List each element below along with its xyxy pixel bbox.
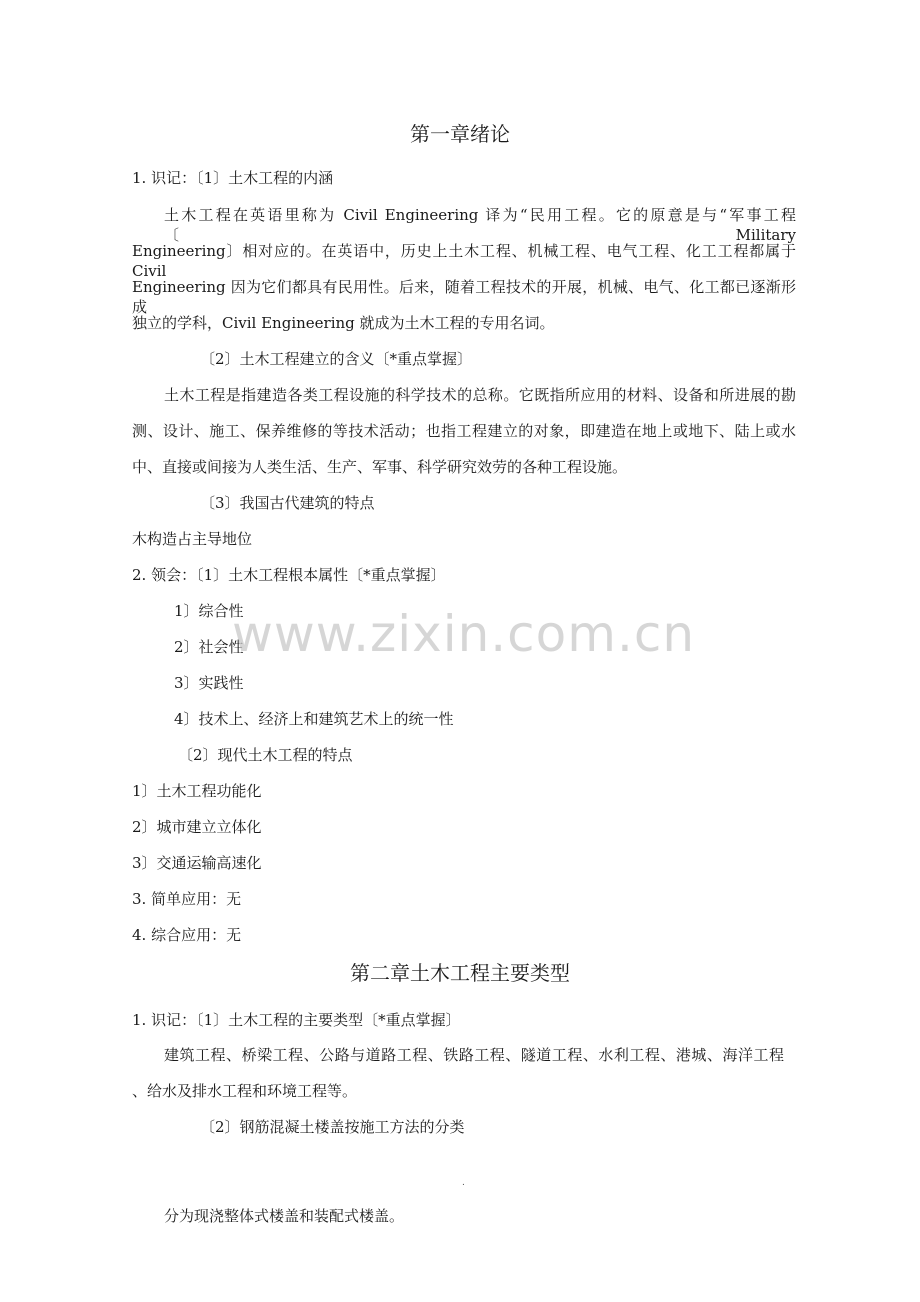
ch1-section-1-heading: 1. 识记：〔1〕土木工程的内涵 <box>132 169 334 187</box>
ch2-section-1-heading: 1. 识记：〔1〕土木工程的主要类型〔*重点掌握〕 <box>132 1011 461 1029</box>
attribute-item: 2〕社会性 <box>174 638 244 656</box>
ch1-p2-line-2: 测、设计、施工、保养维修的等技术活动；也指工程建立的对象，即建造在地上或地下、陆上或水 <box>132 422 796 440</box>
page-dot: . <box>462 1178 465 1188</box>
ch2-p2: 分为现浇整体式楼盖和装配式楼盖。 <box>164 1207 405 1225</box>
attribute-item: 1〕综合性 <box>174 602 244 620</box>
ch1-section-3: 3. 简单应用：无 <box>132 890 242 908</box>
ch1-section-2-subsection-2: 〔2〕现代土木工程的特点 <box>178 746 353 764</box>
ch1-subsection-3: 〔3〕我国古代建筑的特点 <box>200 494 375 512</box>
modern-feature-item: 3〕交通运输高速化 <box>132 854 262 872</box>
ch1-p2-line-1: 土木工程是指建造各类工程设施的科学技术的总称。它既指所应用的材料、设备和所进展的勘 <box>164 386 796 404</box>
modern-feature-item: 1〕土木工程功能化 <box>132 782 262 800</box>
attribute-item: 3〕实践性 <box>174 674 244 692</box>
ch2-p1-line-1: 建筑工程、桥梁工程、公路与道路工程、铁路工程、隧道工程、水利工程、港城、海洋工程 <box>164 1046 784 1064</box>
ch1-p2-line-3: 中、直接或间接为人类生活、生产、军事、科学研究效劳的各种工程设施。 <box>132 458 628 476</box>
ch1-section-4: 4. 综合应用：无 <box>132 926 242 944</box>
watermark: www.zixin.com.cn <box>232 605 696 663</box>
ch1-p3: 木构造占主导地位 <box>132 530 253 548</box>
ch1-section-2-heading: 2. 领会：〔1〕土木工程根本属性〔*重点掌握〕 <box>132 566 446 584</box>
ch2-p1-line-2: 、给水及排水工程和环境工程等。 <box>132 1082 358 1100</box>
attribute-item: 4〕技术上、经济上和建筑艺术上的统一性 <box>174 710 454 728</box>
ch1-p1-line-2: Engineering〕相对应的。在英语中，历史上土木工程、机械工程、电气工程、化工工程都属于 Civil <box>132 242 796 280</box>
chapter-2-title: 第二章土木工程主要类型 <box>350 961 570 985</box>
modern-feature-item: 2〕城市建立立体化 <box>132 818 262 836</box>
ch1-p1-line-1: 土木工程在英语里称为 Civil Engineering 译为“民用工程。它的原意是与“军事工程 〔Military <box>164 206 796 244</box>
ch2-subsection-2: 〔2〕钢筋混凝土楼盖按施工方法的分类 <box>200 1118 465 1136</box>
chapter-1-title: 第一章绪论 <box>410 122 510 146</box>
ch1-p1-line-4: 独立的学科，Civil Engineering 就成为土木工程的专用名词。 <box>132 314 555 332</box>
ch1-p1-line-3: Engineering 因为它们都具有民用性。后来，随着工程技术的开展，机械、电气、化工都已逐渐形成 <box>132 278 796 316</box>
ch1-subsection-2: 〔2〕土木工程建立的含义〔*重点掌握〕 <box>200 350 473 368</box>
